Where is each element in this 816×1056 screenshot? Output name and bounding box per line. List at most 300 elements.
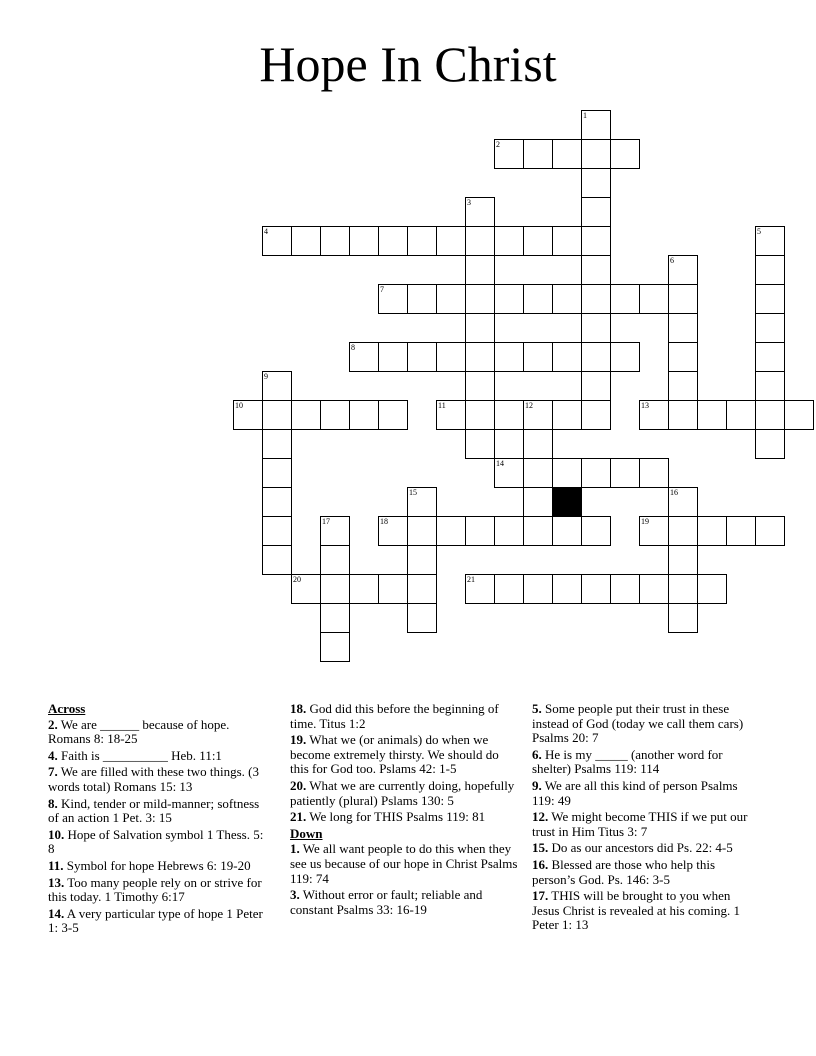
cell-letter-input[interactable]	[495, 575, 523, 603]
grid-cell[interactable]	[523, 574, 553, 604]
cell-letter-input[interactable]	[553, 227, 581, 255]
cell-letter-input[interactable]	[321, 227, 349, 255]
grid-cell[interactable]	[262, 226, 292, 256]
grid-cell[interactable]	[494, 516, 524, 546]
clue	[532, 810, 760, 839]
cell-letter-input[interactable]	[408, 488, 436, 516]
grid-cell[interactable]	[465, 255, 495, 285]
grid-cell[interactable]	[465, 226, 495, 256]
grid-cell[interactable]	[378, 574, 408, 604]
grid-cell[interactable]	[320, 603, 350, 633]
grid-cell[interactable]	[291, 226, 321, 256]
grid-cell[interactable]	[262, 516, 292, 546]
cell-letter-input[interactable]	[582, 401, 610, 429]
grid-cell[interactable]	[755, 342, 785, 372]
grid-cell[interactable]	[494, 574, 524, 604]
grid-cell[interactable]	[581, 197, 611, 227]
grid-cell[interactable]	[581, 313, 611, 343]
cell-letter-input[interactable]	[582, 285, 610, 313]
cell-letter-input[interactable]	[379, 517, 407, 545]
clue-number-label: 1.	[290, 841, 300, 857]
grid-cell[interactable]	[465, 342, 495, 372]
cell-letter-input[interactable]	[756, 227, 784, 255]
grid-cell[interactable]	[262, 371, 292, 401]
cell-letter-input[interactable]	[553, 575, 581, 603]
black-square	[552, 487, 582, 517]
cell-letter-input[interactable]	[495, 227, 523, 255]
cell-letter-input[interactable]	[437, 343, 465, 371]
cell-letter-input[interactable]	[466, 198, 494, 226]
clue-number: 8	[351, 343, 355, 352]
cell-letter-input[interactable]	[553, 517, 581, 545]
clue-number-label: 5.	[532, 701, 542, 716]
cell-letter-input[interactable]	[466, 575, 494, 603]
grid-cell[interactable]	[378, 342, 408, 372]
clue-number: 21	[467, 575, 475, 584]
clue-number: 15	[409, 488, 417, 497]
grid-cell[interactable]	[610, 574, 640, 604]
cell-letter-input[interactable]	[582, 372, 610, 400]
cell-letter-input[interactable]	[495, 343, 523, 371]
grid-cell[interactable]	[262, 487, 292, 517]
cell-letter-input[interactable]	[756, 256, 784, 284]
down-clue-list	[290, 842, 518, 917]
cell-letter-input[interactable]	[582, 343, 610, 371]
grid-cell[interactable]	[494, 458, 524, 488]
grid-cell[interactable]	[755, 255, 785, 285]
grid-cell[interactable]	[349, 226, 379, 256]
cell-letter-input[interactable]	[611, 140, 639, 168]
grid-cell[interactable]	[320, 226, 350, 256]
cell-letter-input[interactable]	[466, 372, 494, 400]
cell-letter-input[interactable]	[495, 285, 523, 313]
grid-cell[interactable]	[465, 516, 495, 546]
grid-cell[interactable]	[320, 545, 350, 575]
grid-cell[interactable]	[581, 110, 611, 140]
grid-cell[interactable]	[784, 400, 814, 430]
grid-cell[interactable]	[349, 574, 379, 604]
cell-letter-input[interactable]	[466, 517, 494, 545]
cell-letter-input[interactable]	[669, 517, 697, 545]
grid-cell[interactable]	[378, 226, 408, 256]
clue-text: Do as our ancestors did Ps. 22: 4-5	[548, 840, 733, 856]
grid-cell[interactable]	[726, 516, 756, 546]
cell-letter-input[interactable]	[408, 227, 436, 255]
cell-letter-input[interactable]	[524, 575, 552, 603]
grid-cell[interactable]	[552, 516, 582, 546]
clue-text: Faith is __________ Heb. 11:1	[57, 747, 222, 763]
cell-letter-input[interactable]	[437, 517, 465, 545]
cell-letter-input[interactable]	[524, 430, 552, 458]
grid-cell[interactable]	[668, 516, 698, 546]
cell-letter-input[interactable]	[379, 575, 407, 603]
cell-letter-input[interactable]	[524, 285, 552, 313]
clue	[48, 718, 268, 747]
grid-cell[interactable]	[407, 487, 437, 517]
grid-cell[interactable]	[668, 255, 698, 285]
grid-cell[interactable]	[639, 574, 669, 604]
cell-letter-input[interactable]	[408, 604, 436, 632]
grid-cell[interactable]	[552, 226, 582, 256]
clue-number: 20	[293, 575, 301, 584]
cell-letter-input[interactable]	[582, 198, 610, 226]
cell-letter-input[interactable]	[263, 430, 291, 458]
grid-cell[interactable]	[262, 400, 292, 430]
grid-cell[interactable]	[581, 371, 611, 401]
grid-cell[interactable]	[523, 458, 553, 488]
grid-cell[interactable]	[407, 574, 437, 604]
clue	[532, 748, 760, 777]
cell-letter-input[interactable]	[263, 459, 291, 487]
grid-cell[interactable]	[291, 400, 321, 430]
grid-cell[interactable]	[668, 342, 698, 372]
clue	[532, 841, 760, 856]
grid-cell[interactable]	[581, 226, 611, 256]
grid-cell[interactable]	[668, 603, 698, 633]
cell-letter-input[interactable]	[408, 285, 436, 313]
cell-letter-input[interactable]	[582, 314, 610, 342]
clue-text: Symbol for hope Hebrews 6: 19-20	[63, 857, 251, 873]
grid-cell[interactable]	[436, 516, 466, 546]
grid-cell[interactable]	[610, 342, 640, 372]
cell-letter-input[interactable]	[698, 517, 726, 545]
grid-cell[interactable]	[465, 429, 495, 459]
clue-number: 16	[670, 488, 678, 497]
cell-letter-input[interactable]	[669, 314, 697, 342]
clue-text: Kind, tender or mild-manner; softness of an action 1 Pet. 3: 15	[48, 795, 260, 826]
cell-letter-input[interactable]	[640, 575, 668, 603]
cell-letter-input[interactable]	[292, 401, 320, 429]
cell-letter-input[interactable]	[263, 517, 291, 545]
grid-cell[interactable]	[349, 342, 379, 372]
cell-letter-input[interactable]	[582, 227, 610, 255]
cell-letter-input[interactable]	[669, 401, 697, 429]
grid-cell[interactable]	[407, 516, 437, 546]
grid-cell[interactable]	[291, 574, 321, 604]
grid-cell[interactable]	[726, 400, 756, 430]
grid-cell[interactable]	[581, 516, 611, 546]
cell-letter-input[interactable]	[379, 401, 407, 429]
grid-cell[interactable]	[436, 400, 466, 430]
cell-letter-input[interactable]	[321, 604, 349, 632]
cell-letter-input[interactable]	[553, 401, 581, 429]
cell-letter-input[interactable]	[437, 285, 465, 313]
grid-cell[interactable]	[755, 371, 785, 401]
cell-letter-input[interactable]	[263, 401, 291, 429]
grid-cell[interactable]	[320, 632, 350, 662]
grid-cell[interactable]	[349, 400, 379, 430]
grid-cell[interactable]	[755, 284, 785, 314]
clue-text: A very particular type of hope 1 Peter 1: 3-5	[48, 905, 263, 936]
cell-letter-input[interactable]	[350, 227, 378, 255]
cell-letter-input[interactable]	[553, 343, 581, 371]
grid-cell[interactable]	[436, 284, 466, 314]
grid-cell[interactable]	[552, 458, 582, 488]
grid-cell[interactable]	[320, 516, 350, 546]
clue-number: 9	[264, 372, 268, 381]
cell-letter-input[interactable]	[379, 343, 407, 371]
grid-cell[interactable]	[262, 429, 292, 459]
cell-letter-input[interactable]	[234, 401, 262, 429]
cell-letter-input[interactable]	[785, 401, 813, 429]
grid-cell[interactable]	[378, 516, 408, 546]
cell-letter-input[interactable]	[669, 488, 697, 516]
grid-cell[interactable]	[523, 516, 553, 546]
cell-letter-input[interactable]	[495, 459, 523, 487]
grid-cell[interactable]	[581, 284, 611, 314]
cell-letter-input[interactable]	[640, 459, 668, 487]
grid-cell[interactable]	[494, 226, 524, 256]
cell-letter-input[interactable]	[495, 517, 523, 545]
cell-letter-input[interactable]	[553, 140, 581, 168]
cell-letter-input[interactable]	[466, 430, 494, 458]
cell-letter-input[interactable]	[495, 401, 523, 429]
cell-letter-input[interactable]	[408, 343, 436, 371]
grid-cell[interactable]	[668, 371, 698, 401]
cell-letter-input[interactable]	[263, 372, 291, 400]
grid-cell[interactable]	[262, 545, 292, 575]
cell-letter-input[interactable]	[669, 604, 697, 632]
cell-letter-input[interactable]	[640, 285, 668, 313]
grid-cell[interactable]	[320, 574, 350, 604]
cell-letter-input[interactable]	[408, 546, 436, 574]
grid-cell[interactable]	[523, 139, 553, 169]
grid-cell[interactable]	[581, 255, 611, 285]
cell-letter-input[interactable]	[669, 343, 697, 371]
grid-cell[interactable]	[755, 400, 785, 430]
cell-letter-input[interactable]	[582, 256, 610, 284]
grid-cell[interactable]	[668, 313, 698, 343]
cell-letter-input[interactable]	[292, 575, 320, 603]
grid-cell[interactable]	[523, 487, 553, 517]
grid-cell[interactable]	[755, 516, 785, 546]
grid-cell[interactable]	[407, 284, 437, 314]
clue-number-label: 7.	[48, 764, 58, 780]
grid-cell[interactable]	[320, 400, 350, 430]
cell-letter-input[interactable]	[292, 227, 320, 255]
cell-letter-input[interactable]	[582, 169, 610, 197]
grid-cell[interactable]	[378, 284, 408, 314]
cell-letter-input[interactable]	[321, 546, 349, 574]
grid-cell[interactable]	[581, 400, 611, 430]
cell-letter-input[interactable]	[582, 517, 610, 545]
cell-letter-input[interactable]	[524, 488, 552, 516]
grid-cell[interactable]	[552, 574, 582, 604]
grid-cell[interactable]	[668, 574, 698, 604]
cell-letter-input[interactable]	[466, 343, 494, 371]
grid-cell[interactable]	[639, 516, 669, 546]
cell-letter-input[interactable]	[611, 459, 639, 487]
grid-cell[interactable]	[465, 197, 495, 227]
grid-cell[interactable]	[523, 226, 553, 256]
grid-cell[interactable]	[436, 226, 466, 256]
cell-letter-input[interactable]	[524, 401, 552, 429]
grid-cell[interactable]	[407, 545, 437, 575]
grid-cell[interactable]	[552, 139, 582, 169]
cell-letter-input[interactable]	[756, 430, 784, 458]
cell-letter-input[interactable]	[611, 575, 639, 603]
clue	[532, 858, 760, 887]
cell-letter-input[interactable]	[466, 314, 494, 342]
cell-letter-input[interactable]	[408, 517, 436, 545]
cell-letter-input[interactable]	[756, 285, 784, 313]
grid-cell[interactable]	[610, 458, 640, 488]
grid-cell[interactable]	[407, 342, 437, 372]
clue	[290, 842, 518, 886]
cell-letter-input[interactable]	[350, 343, 378, 371]
cell-letter-input[interactable]	[756, 372, 784, 400]
grid-cell[interactable]	[639, 400, 669, 430]
cell-letter-input[interactable]	[582, 575, 610, 603]
cell-letter-input[interactable]	[524, 343, 552, 371]
grid-cell[interactable]	[465, 371, 495, 401]
cell-letter-input[interactable]	[350, 401, 378, 429]
clue-text: What we are currently doing, hopefully patiently (plural) Pslams 130: 5	[290, 777, 515, 808]
grid-cell[interactable]	[755, 313, 785, 343]
grid-cell[interactable]	[581, 139, 611, 169]
cell-letter-input[interactable]	[698, 401, 726, 429]
grid-cell[interactable]	[581, 574, 611, 604]
grid-cell[interactable]	[378, 400, 408, 430]
cell-letter-input[interactable]	[553, 459, 581, 487]
clues-column-1	[48, 702, 268, 938]
clue	[532, 702, 760, 746]
grid-cell[interactable]	[407, 603, 437, 633]
grid-cell[interactable]	[465, 313, 495, 343]
clue-number-label: 12.	[532, 809, 549, 825]
grid-cell[interactable]	[465, 574, 495, 604]
grid-cell[interactable]	[407, 226, 437, 256]
cell-letter-input[interactable]	[756, 517, 784, 545]
cell-letter-input[interactable]	[553, 285, 581, 313]
across-heading: Across	[48, 701, 86, 716]
cell-letter-input[interactable]	[756, 343, 784, 371]
clue-number-label: 19.	[290, 732, 307, 748]
grid-cell[interactable]	[494, 400, 524, 430]
cell-letter-input[interactable]	[524, 459, 552, 487]
cell-letter-input[interactable]	[379, 227, 407, 255]
cell-letter-input[interactable]	[640, 517, 668, 545]
cell-letter-input[interactable]	[611, 343, 639, 371]
cell-letter-input[interactable]	[669, 546, 697, 574]
cell-letter-input[interactable]	[582, 111, 610, 139]
cell-letter-input[interactable]	[524, 227, 552, 255]
cell-letter-input[interactable]	[466, 401, 494, 429]
grid-cell[interactable]	[581, 168, 611, 198]
cell-letter-input[interactable]	[321, 401, 349, 429]
cell-letter-input[interactable]	[466, 256, 494, 284]
cell-letter-input[interactable]	[756, 314, 784, 342]
clue-number-label: 14.	[48, 905, 65, 921]
grid-cell[interactable]	[465, 400, 495, 430]
grid-cell[interactable]	[494, 284, 524, 314]
grid-cell[interactable]	[233, 400, 263, 430]
cell-letter-input[interactable]	[727, 401, 755, 429]
grid-cell[interactable]	[668, 487, 698, 517]
grid-cell[interactable]	[465, 284, 495, 314]
across-clue-list-continued	[290, 702, 518, 825]
grid-cell[interactable]	[581, 342, 611, 372]
clue-text: Too many people rely on or strive for this today. 1 Timothy 6:17	[48, 874, 262, 905]
grid-cell[interactable]	[639, 284, 669, 314]
cell-letter-input[interactable]	[669, 372, 697, 400]
grid-cell[interactable]	[610, 284, 640, 314]
cell-letter-input[interactable]	[756, 401, 784, 429]
grid-cell[interactable]	[523, 429, 553, 459]
cell-letter-input[interactable]	[408, 575, 436, 603]
cell-letter-input[interactable]	[466, 285, 494, 313]
cell-letter-input[interactable]	[263, 546, 291, 574]
grid-cell[interactable]	[523, 284, 553, 314]
clue-number-label: 3.	[290, 887, 300, 903]
grid-cell[interactable]	[668, 400, 698, 430]
clue-number: 10	[235, 401, 243, 410]
grid-cell[interactable]	[552, 284, 582, 314]
grid-cell[interactable]	[697, 516, 727, 546]
clue	[48, 765, 268, 794]
grid-cell[interactable]	[552, 342, 582, 372]
grid-cell[interactable]	[436, 342, 466, 372]
cell-letter-input[interactable]	[379, 285, 407, 313]
cell-letter-input[interactable]	[669, 285, 697, 313]
clue	[48, 749, 268, 764]
cell-letter-input[interactable]	[669, 575, 697, 603]
grid-cell[interactable]	[494, 342, 524, 372]
grid-cell[interactable]	[639, 458, 669, 488]
grid-cell[interactable]	[755, 226, 785, 256]
cell-letter-input[interactable]	[524, 517, 552, 545]
cell-letter-input[interactable]	[582, 140, 610, 168]
cell-letter-input[interactable]	[437, 227, 465, 255]
grid-cell[interactable]	[668, 284, 698, 314]
grid-cell[interactable]	[494, 139, 524, 169]
clues-column-2	[290, 702, 518, 919]
grid-cell[interactable]	[668, 545, 698, 575]
grid-cell[interactable]	[755, 429, 785, 459]
grid-cell[interactable]	[610, 139, 640, 169]
cell-letter-input[interactable]	[698, 575, 726, 603]
grid-cell[interactable]	[697, 574, 727, 604]
grid-cell[interactable]	[262, 458, 292, 488]
cell-letter-input[interactable]	[350, 575, 378, 603]
cell-letter-input[interactable]	[263, 227, 291, 255]
cell-letter-input[interactable]	[321, 575, 349, 603]
cell-letter-input[interactable]	[669, 256, 697, 284]
cell-letter-input[interactable]	[263, 488, 291, 516]
clue-text: We are ______ because of hope. Romans 8: 18-25	[48, 716, 230, 747]
cell-letter-input[interactable]	[495, 140, 523, 168]
cell-letter-input[interactable]	[727, 517, 755, 545]
grid-cell[interactable]	[581, 458, 611, 488]
grid-cell[interactable]	[523, 400, 553, 430]
grid-cell[interactable]	[523, 342, 553, 372]
cell-letter-input[interactable]	[321, 633, 349, 661]
clue-number: 18	[380, 517, 388, 526]
cell-letter-input[interactable]	[582, 459, 610, 487]
cell-letter-input[interactable]	[640, 401, 668, 429]
grid-cell[interactable]	[552, 400, 582, 430]
grid-cell[interactable]	[697, 400, 727, 430]
clue	[48, 797, 268, 826]
cell-letter-input[interactable]	[611, 285, 639, 313]
cell-letter-input[interactable]	[524, 140, 552, 168]
clue-text: Some people put their trust in these instead of God (today we call them cars) Psalms 20: 7	[532, 701, 744, 746]
cell-letter-input[interactable]	[466, 227, 494, 255]
clue-text: We might become THIS if we put our trust in Him Titus 3: 7	[532, 809, 748, 839]
clue-text: Without error or fault; reliable and constant Psalms 33: 16-19	[290, 887, 483, 917]
cell-letter-input[interactable]	[321, 517, 349, 545]
cell-letter-input[interactable]	[437, 401, 465, 429]
